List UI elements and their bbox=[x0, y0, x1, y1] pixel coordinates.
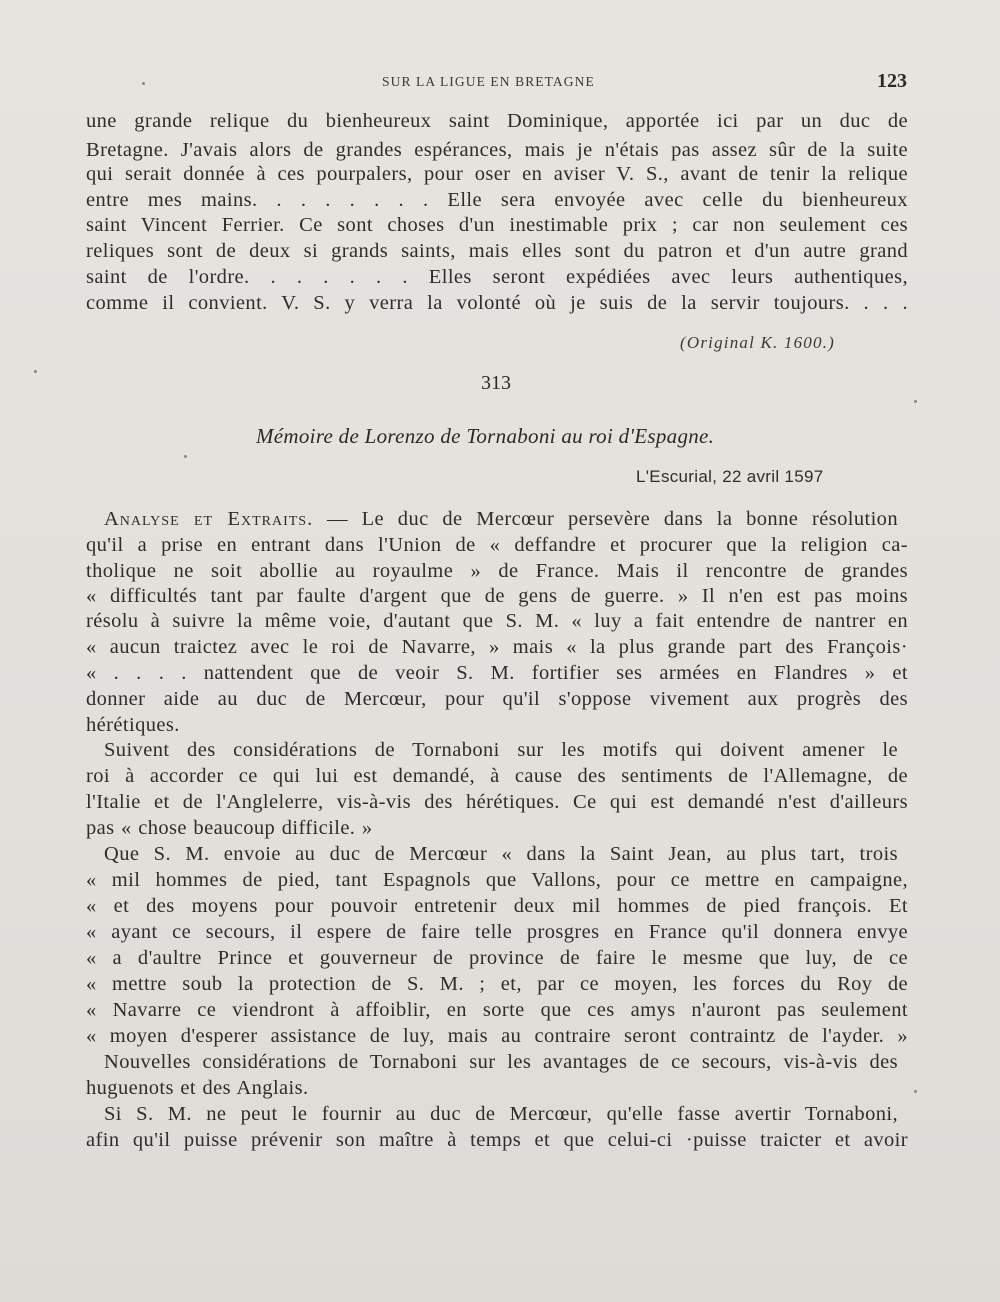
text-line: Que S. M. envoie au duc de Mercœur « dans la Saint Jean, au plus tart, trois bbox=[104, 843, 898, 865]
document-number: 313 bbox=[481, 372, 511, 394]
paper-speck bbox=[142, 82, 145, 85]
text-line: une grande relique du bienheureux saint Dominique, apportée ici par un duc de bbox=[86, 110, 908, 132]
text-line: Bretagne. J'avais alors de grandes espérances, mais je n'étais pas assez sûr de la suite bbox=[86, 139, 908, 161]
paper-speck bbox=[914, 1090, 917, 1093]
text-line: entre mes mains. . . . . . . . Elle sera envoyée avec celle du bienheureux bbox=[86, 189, 908, 211]
paper-speck bbox=[34, 370, 37, 373]
text-line: résolu à suivre la même voie, d'autant que S. M. « luy a fait entendre de nantrer en bbox=[86, 610, 908, 632]
text-line: « moyen d'esperer assistance de luy, mais au contraire seront contraintz de l'ayder. » bbox=[86, 1025, 908, 1047]
text-line: tholique ne soit abollie au royaulme » de France. Mais il rencontre de grandes bbox=[86, 560, 908, 582]
text-line: l'Italie et de l'Anglelerre, vis-à-vis des hérétiques. Ce qui est demandé n'est d'ailleurs bbox=[86, 791, 908, 813]
running-head: SUR LA LIGUE EN BRETAGNE bbox=[382, 74, 595, 89]
text-line: saint de l'ordre. . . . . . . Elles seront expédiées avec leurs authentiques, bbox=[86, 266, 908, 288]
text-line: hérétiques. bbox=[86, 714, 180, 736]
text-line: roi à accorder ce qui lui est demandé, à cause des sentiments de l'Allemagne, de bbox=[86, 765, 908, 787]
text-line: « ayant ce secours, il espere de faire telle prosgres en France qu'il donnera envye bbox=[86, 921, 908, 943]
text-line: qu'il a prise en entrant dans l'Union de « deffandre et procurer que la religion ca- bbox=[86, 534, 908, 556]
analysis-label: Analyse et Extraits. bbox=[104, 508, 314, 530]
text-line: afin qu'il puisse prévenir son maître à temps et que celui-ci ·puisse traicter et avoir bbox=[86, 1129, 908, 1151]
text-line: Si S. M. ne peut le fournir au duc de Mercœur, qu'elle fasse avertir Tornaboni, bbox=[104, 1103, 898, 1125]
text-line: « Navarre ce viendront à affoiblir, en sorte que ces amys n'auront pas seulement bbox=[86, 999, 908, 1021]
text-line: comme il convient. V. S. y verra la volonté où je suis de la servir toujours. . . . bbox=[86, 292, 908, 314]
document-place-date: L'Escurial, 22 avril 1597 bbox=[636, 467, 824, 486]
paper-speck bbox=[184, 455, 187, 458]
text-line: pas « chose beaucoup difficile. » bbox=[86, 817, 373, 839]
text-line: Nouvelles considérations de Tornaboni sur les avantages de ce secours, vis-à-vis des bbox=[104, 1051, 898, 1073]
text-line: huguenots et des Anglais. bbox=[86, 1077, 309, 1099]
analysis-first-line-text: — Le duc de Mercœur persevère dans la bonne résolution bbox=[313, 508, 898, 530]
source-reference: (Original K. 1600.) bbox=[680, 333, 836, 352]
text-line: « difficultés tant par faulte d'argent que de gens de guerre. » Il n'en est pas moins bbox=[86, 585, 908, 607]
page-number: 123 bbox=[877, 70, 907, 92]
text-line: qui serait donnée à ces pourpalers, pour oser en aviser V. S., avant de tenir la relique bbox=[86, 163, 908, 185]
text-line: saint Vincent Ferrier. Ce sont choses d'un inestimable prix ; car non seulement ces bbox=[86, 214, 908, 236]
text-line: reliques sont de deux si grands saints, mais elles sont du patron et d'un autre grand bbox=[86, 240, 908, 262]
analysis-first-line bbox=[104, 508, 898, 531]
text-line: « mettre soub la protection de S. M. ; et, par ce moyen, les forces du Roy de bbox=[86, 973, 908, 995]
text-line: « a d'aultre Prince et gouverneur de province de faire le mesme que luy, de ce bbox=[86, 947, 908, 969]
text-line: « mil hommes de pied, tant Espagnols que Vallons, pour ce mettre en campaigne, bbox=[86, 869, 908, 891]
text-line: donner aide au duc de Mercœur, pour qu'il s'oppose vivement aux progrès des bbox=[86, 688, 908, 710]
document-title: Mémoire de Lorenzo de Tornaboni au roi d'Espagne. bbox=[256, 424, 715, 448]
text-line: « aucun traictez avec le roi de Navarre, » mais « la plus grande part des François· bbox=[86, 636, 908, 658]
text-line: « et des moyens pour pouvoir entretenir deux mil hommes de pied françois. Et bbox=[86, 895, 908, 917]
text-line: Suivent des considérations de Tornaboni sur les motifs qui doivent amener le bbox=[104, 739, 898, 761]
text-line: « . . . . nattendent que de veoir S. M. fortifier ses armées en Flandres » et bbox=[86, 662, 908, 684]
paper-speck bbox=[914, 400, 917, 403]
